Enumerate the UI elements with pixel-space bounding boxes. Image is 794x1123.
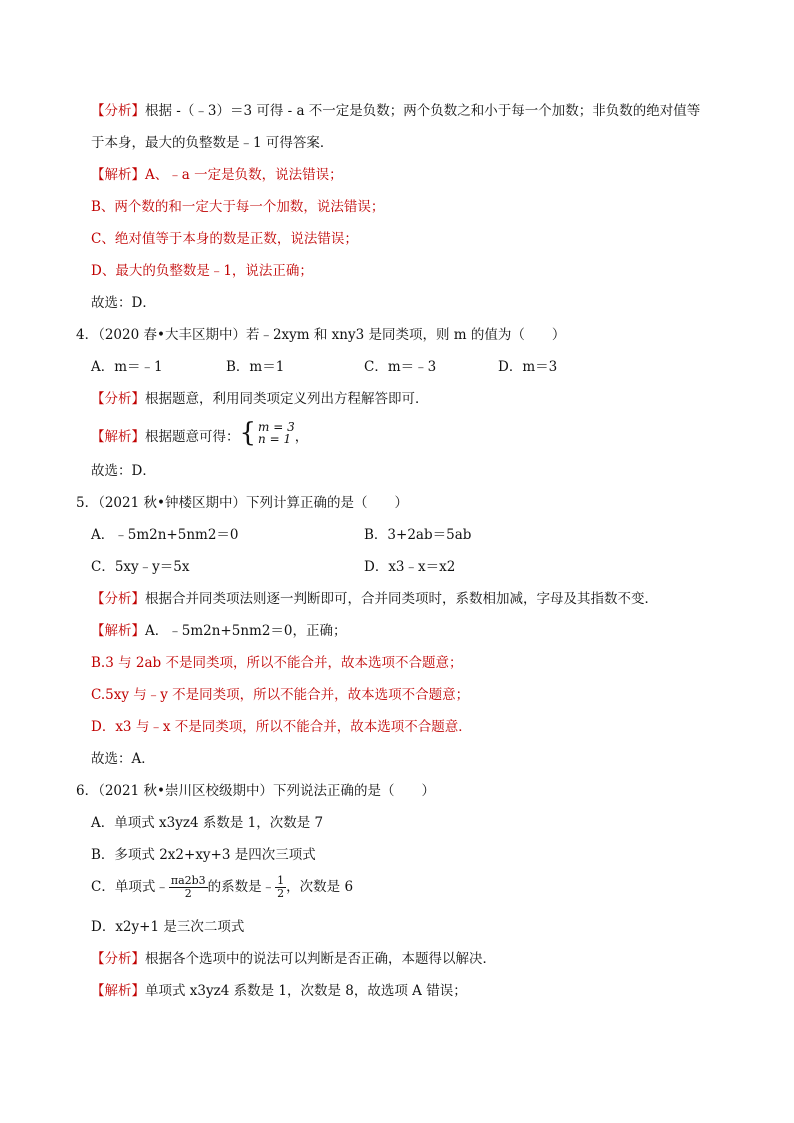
q6-analysis — [91, 950, 496, 968]
equation-system — [240, 420, 295, 446]
q6-option-b: B．多项式 2x2+xy+3 是四次三项式 — [91, 847, 316, 863]
solution-tag: 【解析】 — [91, 983, 145, 999]
q3-solution-b: B、两个数的和一定大于每一个加数，说法错误； — [91, 199, 385, 215]
q3-analysis-line-1 — [91, 102, 700, 120]
q4-answer: 故选：D． — [91, 463, 156, 479]
solution-tag: 【解析】 — [91, 167, 145, 183]
fraction-1-numerator: πa2b3 — [170, 874, 206, 887]
q5-solution-b: B.3 与 2ab 不是同类项，所以不能合并，故本选项不合题意； — [91, 655, 463, 671]
q5-option-b: B．3+2ab＝5ab — [364, 527, 472, 543]
q3-analysis-line-2: 于本身，最大的负整数是﹣1 可得答案． — [91, 135, 334, 151]
q5-option-d: D．x3﹣x＝x2 — [364, 559, 456, 575]
q4-analysis-text: 根据题意，利用同类项定义列出方程解答即可． — [145, 391, 429, 407]
analysis-tag: 【分析】 — [91, 591, 145, 607]
q4-solution — [91, 420, 308, 450]
q3-analysis-text: 根据 -（﹣3）＝3 可得 - a 不一定是负数；两个负数之和小于每一个加数；非负数的绝对值等 — [145, 103, 701, 119]
fraction-2-denominator: 2 — [277, 887, 285, 900]
q6-option-c — [91, 872, 353, 902]
fraction-2 — [275, 875, 286, 900]
q6-option-a: A．单项式 x3yz4 系数是 1，次数是 7 — [91, 815, 324, 831]
q4-analysis — [91, 390, 429, 408]
q6-option-d: D．x2y+1 是三次二项式 — [91, 919, 245, 935]
q5-option-a: A．﹣5m2n+5nm2＝0 — [91, 527, 239, 543]
q3-solution-c: C、绝对值等于本身的数是正数，说法错误； — [91, 231, 358, 247]
q5-stem: 5．（2021 秋•钟楼区期中）下列计算正确的是（ ） — [76, 495, 408, 511]
q4-stem: 4．（2020 春•大丰区期中）若﹣2xym 和 xny3 是同类项，则 m 的值为（ ） — [76, 327, 566, 343]
q4-option-d: D．m＝3 — [498, 359, 558, 375]
q4-option-b: B．m＝1 — [226, 359, 285, 375]
q5-answer: 故选：A． — [91, 751, 155, 767]
q6-solution-text: 单项式 x3yz4 系数是 1，次数是 8，故选项 A 错误； — [145, 983, 467, 999]
q6-option-c-suffix: ，次数是 6 — [286, 879, 354, 895]
q4-option-c: C．m＝﹣3 — [364, 359, 437, 375]
q5-solution-a-text: A．﹣5m2n+5nm2＝0，正确； — [145, 623, 347, 639]
q5-solution-a — [91, 622, 347, 640]
analysis-tag: 【分析】 — [91, 951, 145, 967]
fraction-1 — [169, 875, 208, 900]
equation-tail: ， — [294, 429, 309, 445]
q5-solution-c: C.5xy 与﹣y 不是同类项，所以不能合并，故本选项不合题意； — [91, 687, 470, 703]
q3-solution-a — [91, 166, 343, 184]
brace-symbol: { — [239, 418, 257, 448]
q6-option-c-mid: 的系数是﹣ — [207, 879, 276, 895]
solution-tag: 【解析】 — [91, 429, 145, 445]
q4-option-a: A．m＝﹣1 — [91, 359, 163, 375]
q5-analysis — [91, 590, 658, 608]
q4-solution-text: 根据题意可得： — [145, 429, 240, 445]
analysis-tag: 【分析】 — [91, 391, 145, 407]
fraction-1-denominator: 2 — [184, 887, 192, 900]
q3-answer: 故选：D． — [91, 295, 156, 311]
solution-tag: 【解析】 — [91, 623, 145, 639]
equation-1: m = 3 — [258, 420, 295, 434]
q5-solution-d: D．x3 与﹣x 不是同类项，所以不能合并，故本选项不合题意． — [91, 719, 472, 735]
q5-analysis-text: 根据合并同类项法则逐一判断即可，合并同类项时，系数相加减，字母及其指数不变． — [145, 591, 658, 607]
q6-solution — [91, 982, 467, 1000]
q6-analysis-text: 根据各个选项中的说法可以判断是否正确，本题得以解决． — [145, 951, 496, 967]
analysis-tag: 【分析】 — [91, 103, 145, 119]
fraction-2-numerator: 1 — [277, 874, 285, 887]
q3-solution-d: D、最大的负整数是﹣1，说法正确； — [91, 263, 313, 279]
q3-solution-a-text: A、﹣a 一定是负数，说法错误； — [145, 167, 343, 183]
q6-option-c-prefix: C．单项式﹣ — [91, 879, 169, 895]
q6-stem: 6．（2021 秋•崇川区校级期中）下列说法正确的是（ ） — [76, 783, 435, 799]
q5-option-c: C．5xy﹣y＝5x — [91, 559, 190, 575]
equation-2: n = 1 — [258, 432, 292, 446]
